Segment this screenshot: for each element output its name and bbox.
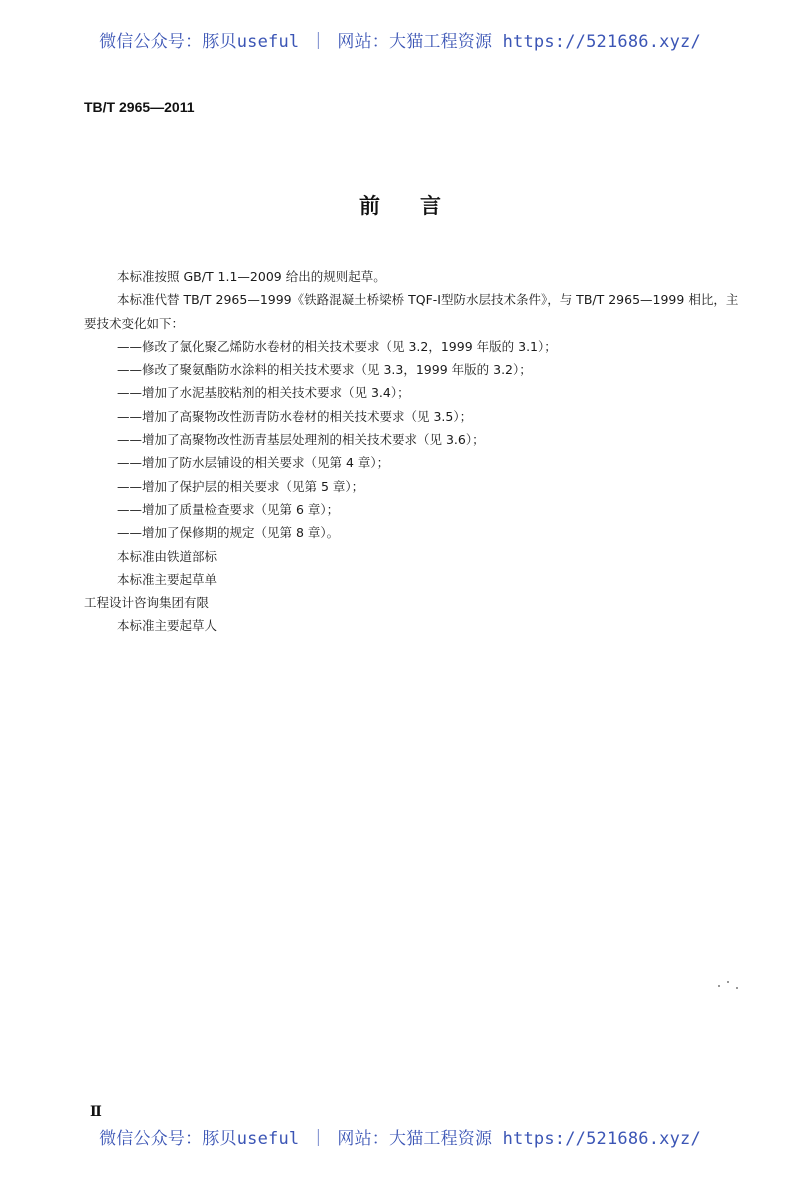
standard-code: TB/T 2965—2011 [84, 99, 195, 115]
change-item: ——增加了保护层的相关要求（见第 5 章）； [117, 478, 365, 494]
drafters-paragraph: 本标准主要起草人 [117, 618, 218, 634]
drafting-unit-paragraph: 本标准主要起草单 [117, 571, 218, 587]
change-item: ——增加了防水层铺设的相关要求（见第 4 章）； [117, 455, 390, 471]
replacement-paragraph: 本标准代替 TB/T 2965—1999《铁路混凝土桥梁桥 TQF-Ⅰ型防水层技术条件》，与 TB/T 2965—1999 相比，主要技术变化如下： [84, 292, 739, 331]
scan-speck [736, 987, 738, 989]
preface-body [84, 265, 744, 638]
change-item: ——增加了高聚物改性沥青防水卷材的相关技术要求（见 3.5）； [117, 408, 473, 424]
drafting-unit-continuation: 工程设计咨询集团有限 [84, 595, 210, 611]
page-number: Ⅱ [90, 1104, 102, 1120]
change-item: ——增加了保修期的规定（见第 8 章）。 [117, 525, 340, 541]
page-title: 前言 [359, 194, 481, 218]
change-item: ——增加了高聚物改性沥青基层处理剂的相关技术要求（见 3.6）； [117, 432, 485, 448]
change-item: ——增加了质量检查要求（见第 6 章）； [117, 501, 340, 517]
change-item: ——修改了氯化聚乙烯防水卷材的相关技术要求（见 3.2，1999 年版的 3.1）； [117, 338, 557, 354]
change-item: ——增加了水泥基胶粘剂的相关技术要求（见 3.4）； [117, 385, 410, 401]
scan-speck [727, 981, 729, 983]
watermark-top: 微信公众号：豚贝useful ｜ 网站：大猫工程资源 https://521686.xyz/ [99, 32, 701, 52]
scan-speck [718, 985, 720, 987]
proposer-paragraph: 本标准由铁道部标 [117, 548, 218, 564]
change-item: ——修改了聚氨酯防水涂料的相关技术要求（见 3.3，1999 年版的 3.2）； [117, 362, 532, 378]
watermark-bottom: 微信公众号：豚贝useful ｜ 网站：大猫工程资源 https://521686.xyz/ [99, 1129, 701, 1149]
drafting-rules-paragraph: 本标准按照 GB/T 1.1—2009 给出的规则起草。 [117, 269, 386, 284]
